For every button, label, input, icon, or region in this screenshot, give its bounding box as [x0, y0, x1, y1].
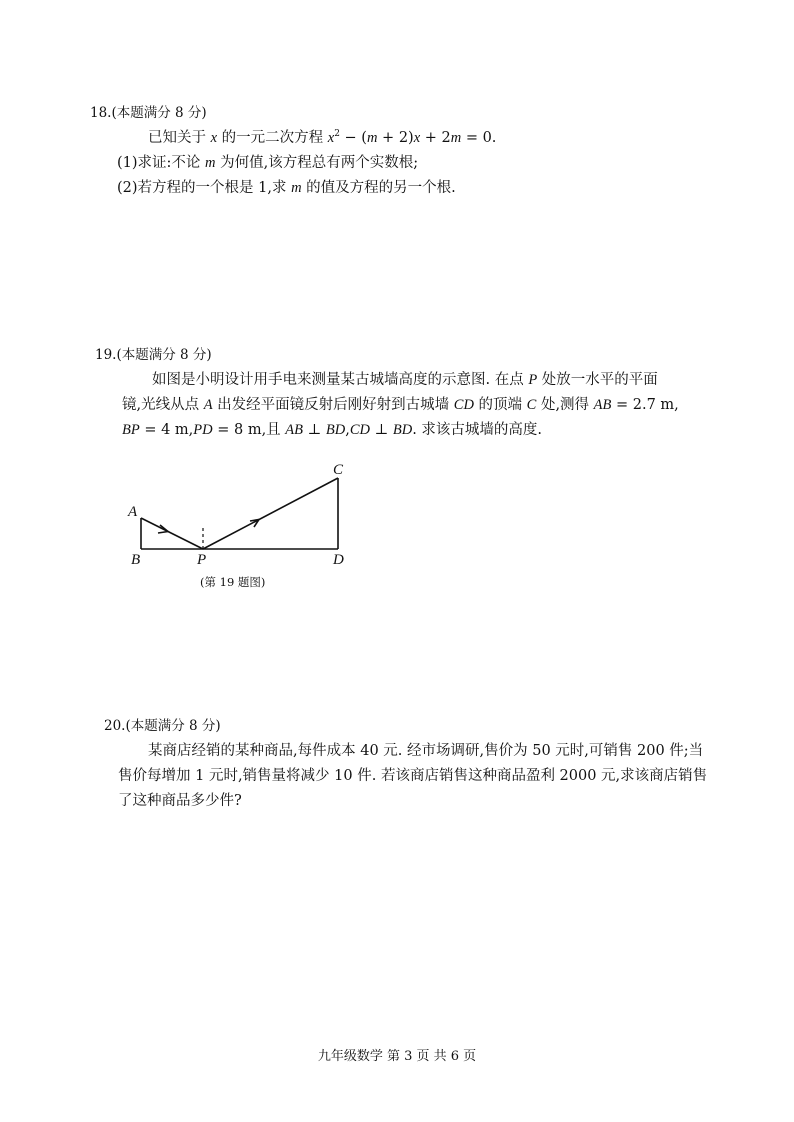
label-C: C: [333, 462, 344, 478]
label-B: B: [131, 552, 141, 568]
label-A: A: [128, 504, 138, 520]
q20-heading: 20.(本题满分 8 分): [104, 718, 221, 734]
figure-19-caption: (第 19 题图): [200, 575, 266, 589]
q18-heading: 18.(本题满分 8 分): [90, 105, 207, 121]
page-footer: 九年级数学 第 3 页 共 6 页: [317, 1049, 477, 1064]
label-D: D: [333, 552, 344, 568]
q18-stem: 已知关于 x 的一元二次方程 $x^2 - (m + 2)x + 2m = 0$.: [148, 129, 497, 146]
q19-line1: 如图是小明设计用手电来测量某古城墙高度的示意图. 在点 P 处放一水平的平面: [152, 372, 658, 388]
q18-part1: (1)求证:不论 m 为何值,该方程总有两个实数根;: [117, 155, 419, 171]
q19-line2: 镜,光线从点 A 出发经平面镜反射后刚好射到古城墙 CD 的顶端 C 处,测得 AB = 2.7 m,: [122, 397, 679, 413]
ray-PC: [203, 478, 338, 549]
q20-line3: 了这种商品多少件?: [118, 793, 242, 809]
q20-line2: 售价每增加 1 元时,销售量将减少 10 件. 若该商店销售这种商品盈利 2000 元,求该商店销售: [118, 768, 708, 784]
q20-line1: 某商店经销的某种商品,每件成本 40 元. 经市场调研,售价为 50 元时,可销售 200 件;当: [148, 743, 704, 759]
label-P: P: [197, 552, 207, 568]
q19-heading: 19.(本题满分 8 分): [95, 347, 212, 363]
figure-19: [118, 458, 368, 593]
q19-line3: BP = 4 m,PD = 8 m,且 AB ⊥ BD,CD ⊥ BD. 求该古城墙的高度.: [122, 422, 543, 438]
ray-AP: [141, 518, 203, 549]
q18-part2: (2)若方程的一个根是 1,求 m 的值及方程的另一个根.: [117, 180, 456, 196]
